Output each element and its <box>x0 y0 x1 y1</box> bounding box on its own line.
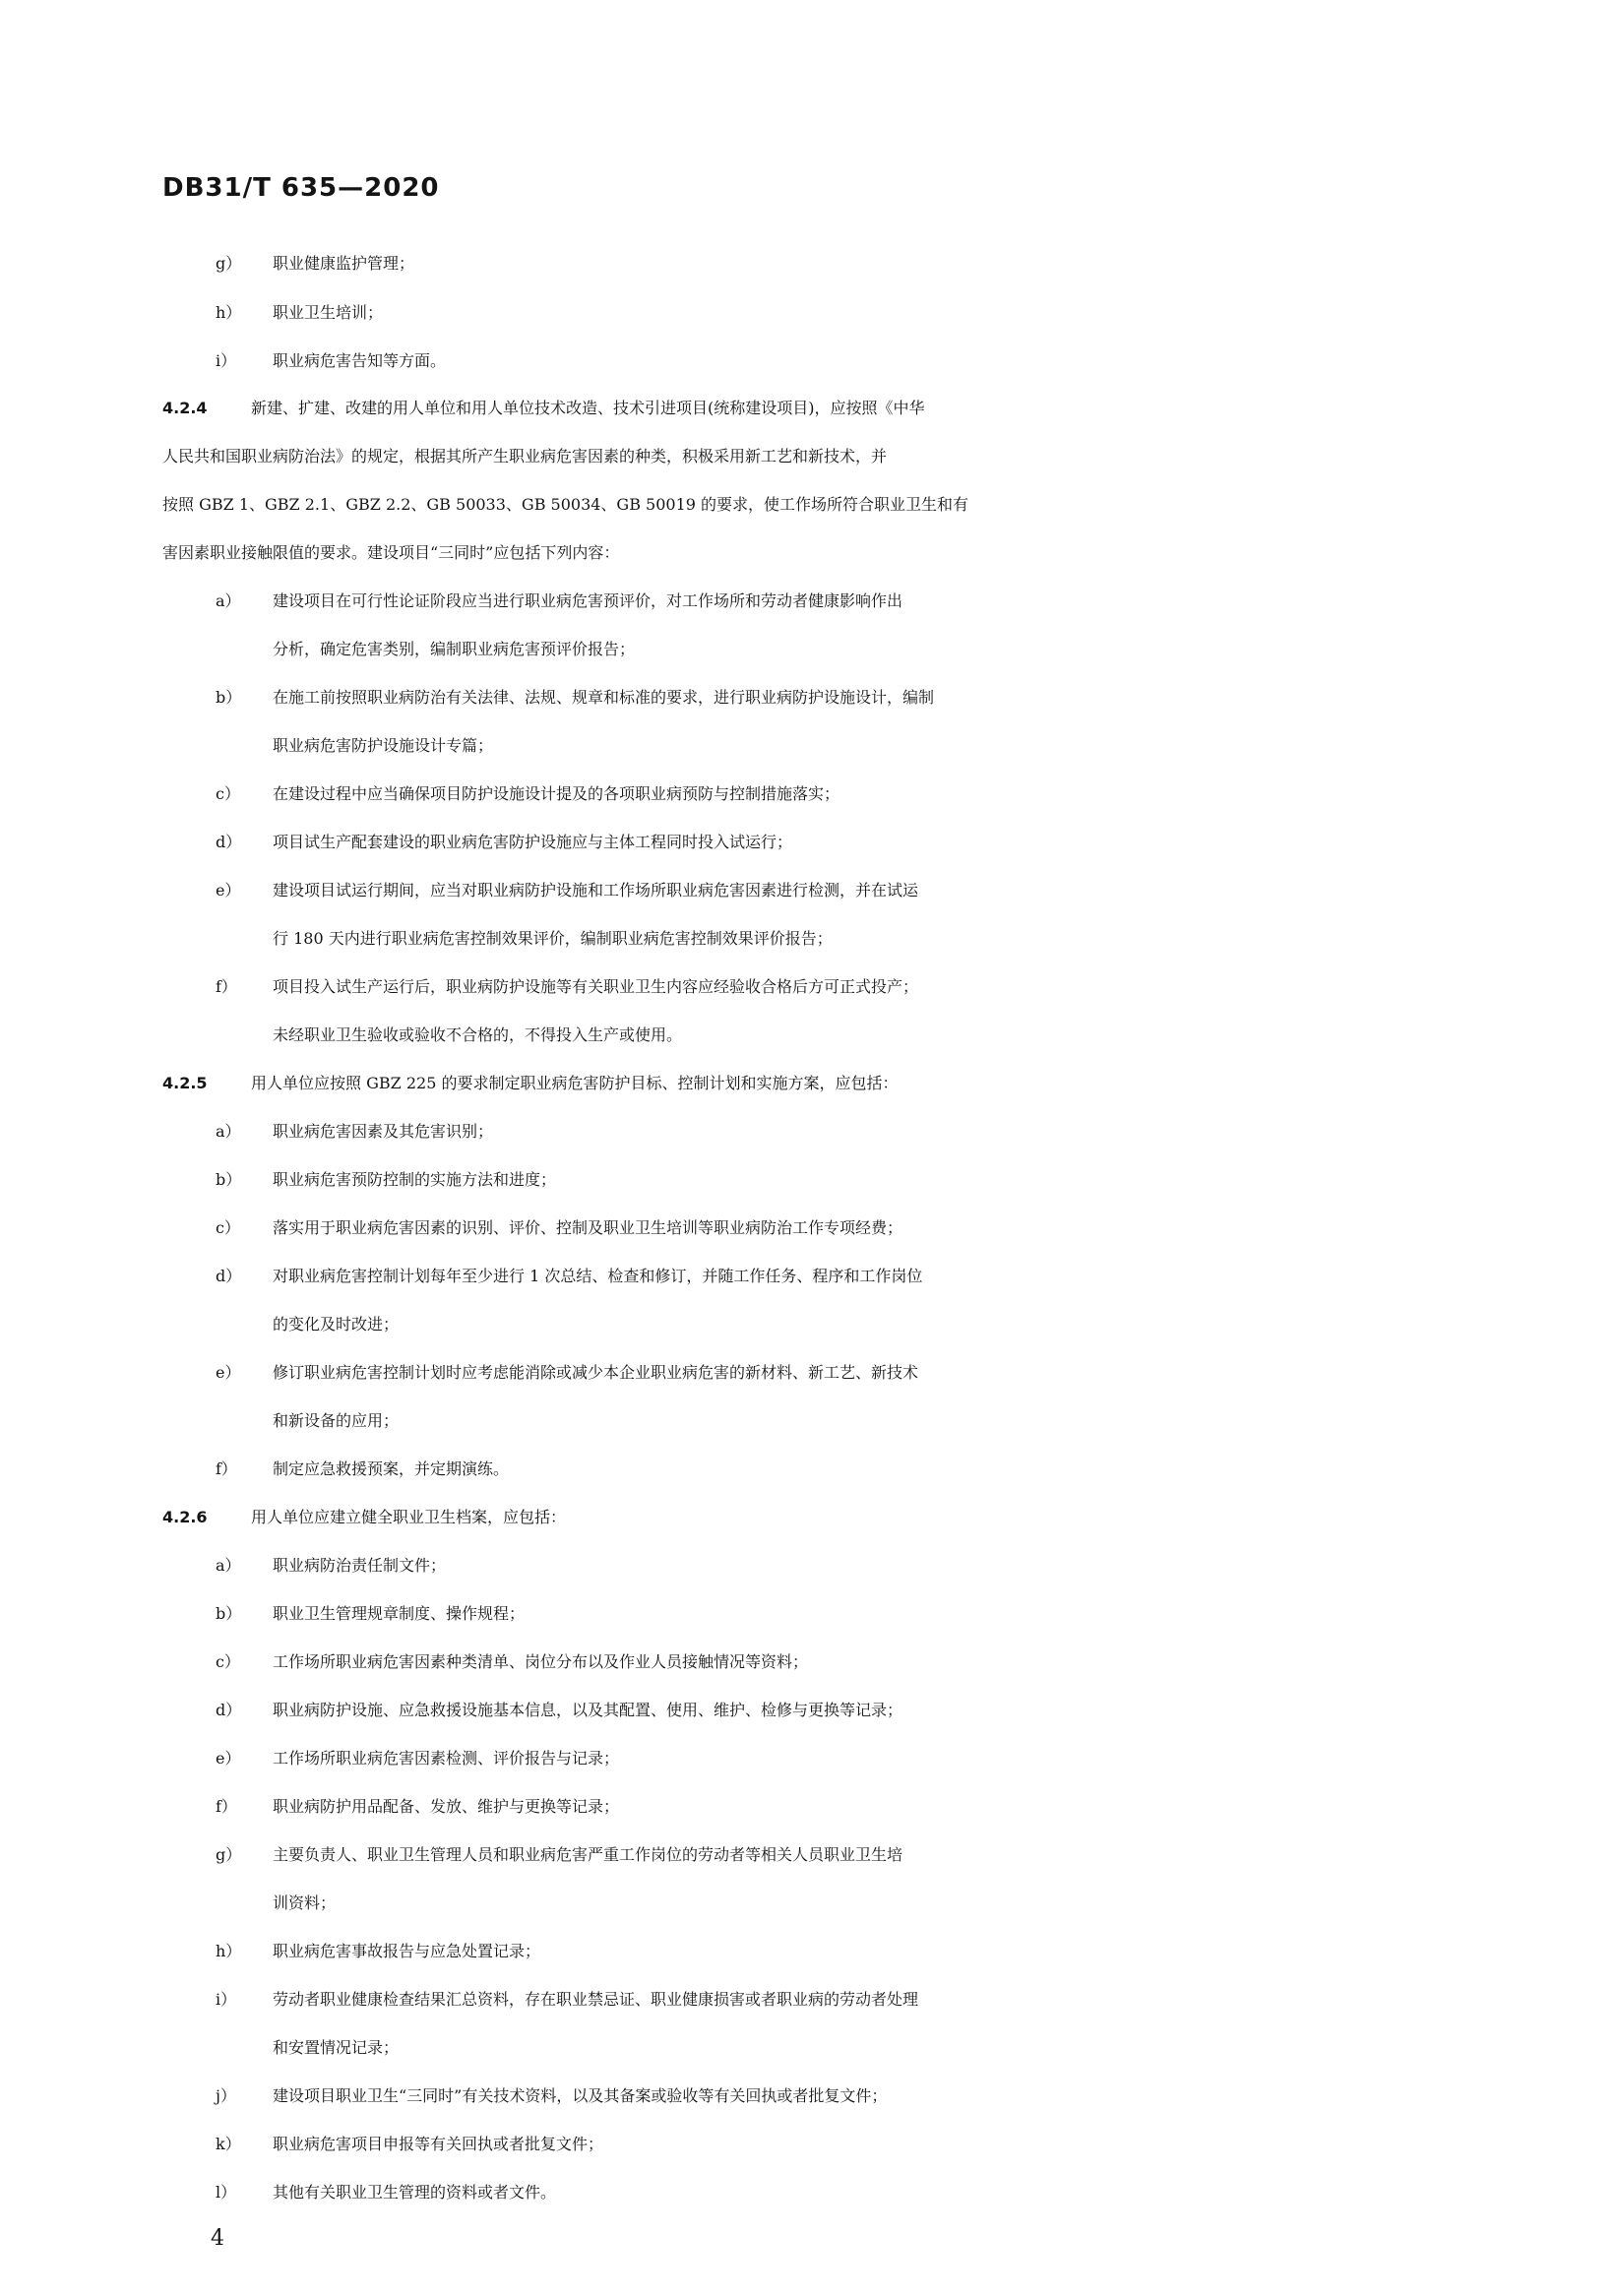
list-item: l） 其他有关职业卫生管理的资料或者文件。 <box>216 2183 557 2202</box>
page-number: 4 <box>211 2226 224 2251</box>
list-item-continuation: 和安置情况记录； <box>273 2038 400 2057</box>
list-item: j） 建设项目职业卫生“三同时”有关技术资料，以及其备案或验收等有关回执或者批复文件； <box>216 2086 888 2105</box>
list-item: a） 职业病危害因素及其危害识别； <box>216 1122 494 1141</box>
list-item: b） 在施工前按照职业病防治有关法律、法规、规章和标准的要求，进行职业病防护设施设计，编制 <box>216 688 935 707</box>
list-item: h） 职业卫生培训； <box>216 303 384 322</box>
list-item: f） 职业病防护用品配备、发放、维护与更换等记录； <box>216 1797 620 1816</box>
list-item: h） 职业病危害事故报告与应急处置记录； <box>216 1942 541 1960</box>
list-item: i） 劳动者职业健康检查结果汇总资料，存在职业禁忌证、职业健康损害或者职业病的劳动者处理 <box>216 1990 919 2009</box>
list-item-continuation: 的变化及时改进； <box>273 1315 400 1334</box>
list-item: d） 项目试生产配套建设的职业病危害防护设施应与主体工程同时投入试运行； <box>216 833 793 851</box>
list-item-continuation: 职业病危害防护设施设计专篇； <box>273 736 494 755</box>
list-item-continuation: 未经职业卫生验收或验收不合格的，不得投入生产或使用。 <box>273 1025 683 1044</box>
list-item: e） 建设项目试运行期间，应当对职业病防护设施和工作场所职业病危害因素进行检测，并在试运 <box>216 881 919 900</box>
clause-4-2-4: 4.2.4 新建、扩建、改建的用人单位和用人单位技术改造、技术引进项目(统称建设项目)，应按照《中华 <box>162 399 925 417</box>
paragraph-line: 按照 GBZ 1、GBZ 2.1、GBZ 2.2、GB 50033、GB 50034、GB 50019 的要求，使工作场所符合职业卫生和有 <box>162 495 969 514</box>
list-item: b） 职业病危害预防控制的实施方法和进度； <box>216 1170 557 1189</box>
list-item: f） 项目投入试生产运行后，职业病防护设施等有关职业卫生内容应经验收合格后方可正式投产； <box>216 977 919 996</box>
list-item: d） 对职业病危害控制计划每年至少进行 1 次总结、检查和修订，并随工作任务、程序和工作岗位 <box>216 1267 923 1285</box>
list-item-continuation: 和新设备的应用； <box>273 1411 400 1430</box>
clause-4-2-5: 4.2.5 用人单位应按照 GBZ 225 的要求制定职业病危害防护目标、控制计划和实施方案，应包括： <box>162 1074 899 1092</box>
list-item-continuation: 分析，确定危害类别，编制职业病危害预评价报告； <box>273 640 636 658</box>
list-item: c） 工作场所职业病危害因素种类清单、岗位分布以及作业人员接触情况等资料； <box>216 1652 809 1671</box>
paragraph-line: 人民共和国职业病防治法》的规定，根据其所产生职业病危害因素的种类，积极采用新工艺和新技术，并 <box>162 447 888 465</box>
list-item: k） 职业病危害项目申报等有关回执或者批复文件； <box>216 2135 604 2153</box>
list-item: b） 职业卫生管理规章制度、操作规程； <box>216 1604 526 1623</box>
list-item: c） 落实用于职业病危害因素的识别、评价、控制及职业卫生培训等职业病防治工作专项经费； <box>216 1218 903 1237</box>
list-item: f） 制定应急救援预案，并定期演练。 <box>216 1459 510 1478</box>
list-item-continuation: 行 180 天内进行职业病危害控制效果评价，编制职业病危害控制效果评价报告； <box>273 929 833 948</box>
list-item: g） 主要负责人、职业卫生管理人员和职业病危害严重工作岗位的劳动者等相关人员职业卫生培 <box>216 1845 903 1864</box>
list-item: e） 工作场所职业病危害因素检测、评价报告与记录； <box>216 1749 620 1768</box>
list-item: g） 职业健康监护管理； <box>216 254 415 273</box>
standard-code-header: DB31/T 635—2020 <box>162 173 440 203</box>
list-item: d） 职业病防护设施、应急救援设施基本信息，以及其配置、使用、维护、检修与更换等记录； <box>216 1701 903 1719</box>
paragraph-line: 害因素职业接触限值的要求。建设项目“三同时”应包括下列内容： <box>162 543 620 562</box>
clause-4-2-6: 4.2.6 用人单位应建立健全职业卫生档案，应包括： <box>162 1508 567 1526</box>
list-item: e） 修订职业病危害控制计划时应考虑能消除或减少本企业职业病危害的新材料、新工艺、新技术 <box>216 1363 919 1382</box>
list-item: i） 职业病危害告知等方面。 <box>216 351 447 370</box>
list-item-continuation: 训资料； <box>273 1893 337 1912</box>
list-item: a） 职业病防治责任制文件； <box>216 1556 447 1575</box>
list-item: a） 建设项目在可行性论证阶段应当进行职业病危害预评价，对工作场所和劳动者健康影响作出 <box>216 591 903 610</box>
list-item: c） 在建设过程中应当确保项目防护设施设计提及的各项职业病预防与控制措施落实； <box>216 784 840 803</box>
